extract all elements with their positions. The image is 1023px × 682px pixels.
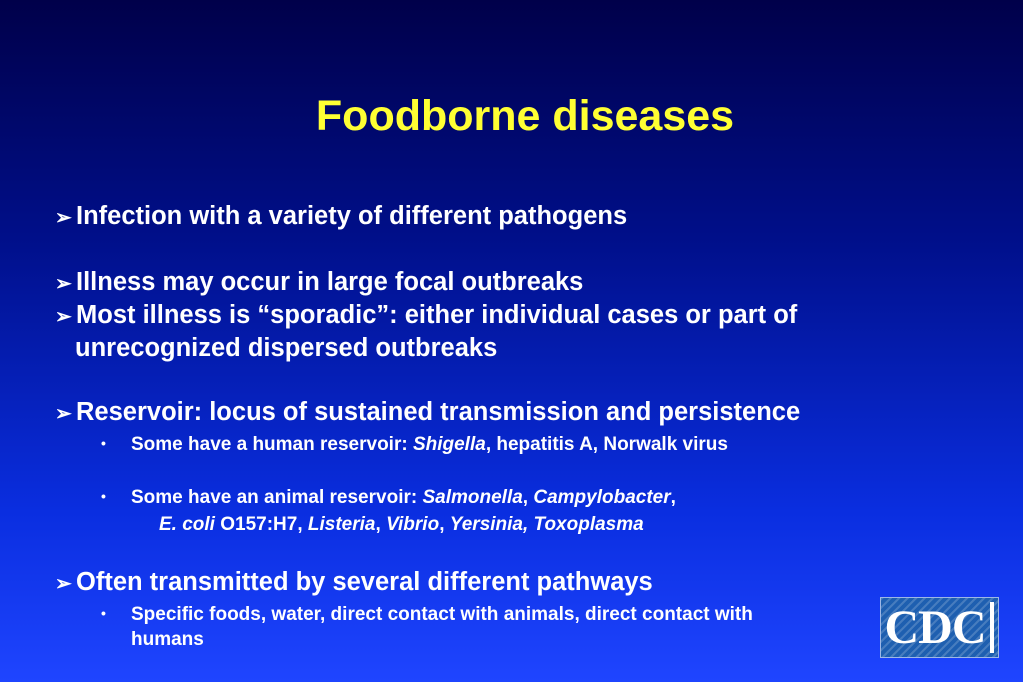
bullet-infection [55, 200, 627, 234]
slide-title: Foodborne diseases [315, 92, 735, 140]
arrow-bullet-icon: ➢ [55, 306, 72, 328]
dot-bullet-icon: • [101, 435, 106, 451]
arrow-bullet-icon: ➢ [55, 403, 72, 425]
sub-bullet-pathways: • Specific foods, water, direct contact with animals, direct contact with [101, 600, 753, 628]
bullet-text: Often transmitted by several different pathways [76, 568, 653, 596]
dot-bullet-icon: • [101, 488, 106, 504]
cdc-logo [880, 597, 999, 658]
bullet-outbreaks [55, 266, 583, 300]
arrow-bullet-icon: ➢ [55, 573, 72, 595]
bullet-pathways [55, 566, 653, 600]
bullet-sporadic-continuation: unrecognized dispersed outbreaks [75, 334, 498, 362]
arrow-bullet-icon: ➢ [55, 207, 72, 229]
bullet-reservoir [55, 396, 800, 430]
cdc-logo-bar [990, 602, 994, 653]
sub-bullet-animal-reservoir: • Some have an animal reservoir: Salmonella, Campylobacter, [101, 483, 676, 511]
cdc-logo-text: CDC [884, 601, 986, 654]
sub-bullet-animal-reservoir-continuation: E. coli O157:H7, Listeria, Vibrio, Yersinia, Toxoplasma [159, 514, 644, 535]
sub-bullet-human-reservoir: • Some have a human reservoir: Shigella, hepatitis A, Norwalk virus [101, 430, 728, 458]
bullet-text: Illness may occur in large focal outbreaks [76, 268, 584, 296]
dot-bullet-icon: • [101, 605, 106, 621]
bullet-text: Infection with a variety of different pathogens [76, 202, 628, 230]
bullet-text: Reservoir: locus of sustained transmission and persistence [76, 398, 801, 426]
bullet-text: Most illness is “sporadic”: either individual cases or part of [76, 301, 798, 329]
sub-bullet-pathways-continuation: humans [131, 629, 204, 650]
arrow-bullet-icon: ➢ [55, 273, 72, 295]
bullet-sporadic [55, 299, 797, 333]
